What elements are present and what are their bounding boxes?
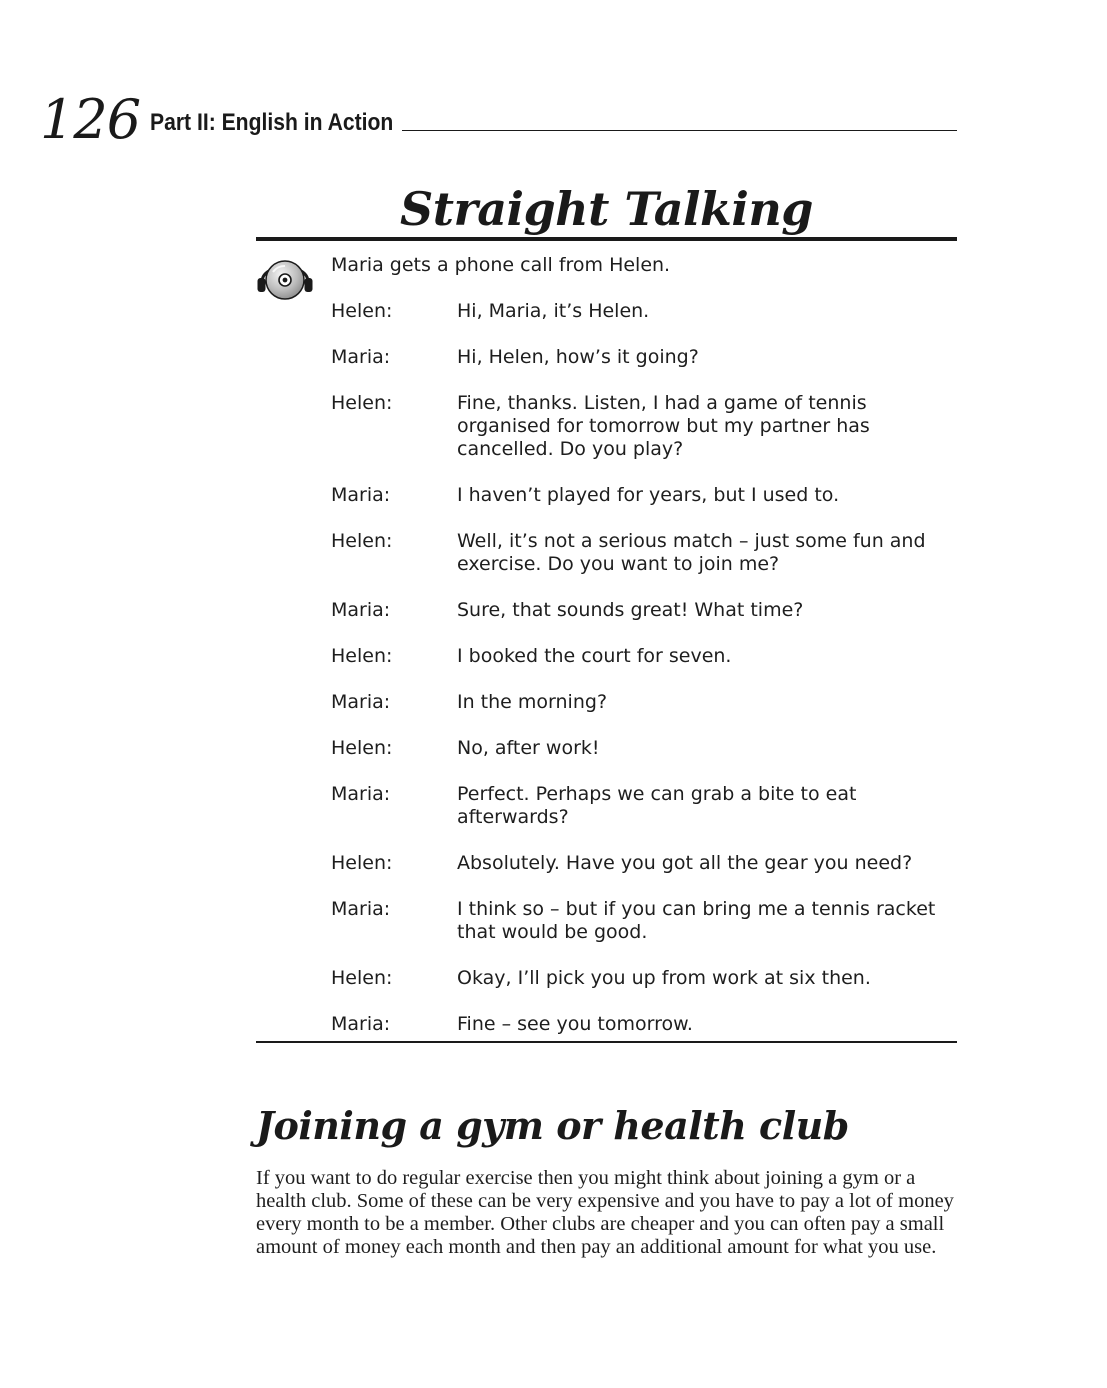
dialogue-line xyxy=(331,737,957,760)
speech-text: Fine, thanks. Listen, I had a game of tennis organised for tomorrow but my partner has cancelled. Do you play? xyxy=(457,392,870,460)
dialogue-intro: Maria gets a phone call from Helen. xyxy=(331,254,671,276)
speaker-name: Helen: xyxy=(331,392,393,414)
cd-headphones-icon xyxy=(256,252,314,304)
dialogue-line xyxy=(331,691,957,714)
dialogue-line xyxy=(331,783,957,829)
straight-talking-bottom-rule xyxy=(256,1041,957,1043)
speaker-name: Maria: xyxy=(331,1013,391,1035)
speech-text: Hi, Maria, it’s Helen. xyxy=(457,300,650,322)
speaker-name: Maria: xyxy=(331,898,391,920)
speaker-name: Maria: xyxy=(331,691,391,713)
speaker-name: Maria: xyxy=(331,346,391,368)
dialogue-line xyxy=(331,1013,957,1036)
page-number: 126 xyxy=(40,88,141,151)
speaker-name: Helen: xyxy=(331,645,393,667)
speech-text: I think so – but if you can bring me a tennis racket that would be good. xyxy=(457,898,936,943)
speech-text: Perfect. Perhaps we can grab a bite to eat afterwards? xyxy=(457,783,857,828)
speech-text: Sure, that sounds great! What time? xyxy=(457,599,804,621)
speaker-name: Helen: xyxy=(331,530,393,552)
speech-text: Hi, Helen, how’s it going? xyxy=(457,346,699,368)
speech-text: I booked the court for seven. xyxy=(457,645,732,667)
speech-text: Well, it’s not a serious match – just some fun and exercise. Do you want to join me? xyxy=(457,530,926,575)
speaker-name: Helen: xyxy=(331,737,393,759)
speaker-name: Helen: xyxy=(331,967,393,989)
speaker-name: Helen: xyxy=(331,852,393,874)
dialogue-line xyxy=(331,484,957,507)
speaker-name: Maria: xyxy=(331,484,391,506)
dialogue-line xyxy=(331,898,957,944)
straight-talking-title: Straight Talking xyxy=(400,182,813,236)
dialogue-line xyxy=(331,346,957,369)
speech-text: No, after work! xyxy=(457,737,600,759)
speaker-name: Maria: xyxy=(331,599,391,621)
speech-text: Okay, I’ll pick you up from work at six then. xyxy=(457,967,871,989)
speech-text: In the morning? xyxy=(457,691,608,713)
body-paragraph: If you want to do regular exercise then you might think about joining a gym or a health club. Some of these can be very expensive and you have to pay a lot of money every month to be a member. Other clubs are cheaper and you can often pay a small amount of money each month and then pay an additional amount for what you use. xyxy=(256,1167,954,1258)
dialogue-line xyxy=(331,599,957,622)
dialogue-line xyxy=(331,967,957,990)
dialogue-line xyxy=(331,392,957,461)
running-head-rule xyxy=(402,130,957,131)
speaker-name: Helen: xyxy=(331,300,393,322)
speaker-name: Maria: xyxy=(331,783,391,805)
speech-text: I haven’t played for years, but I used to. xyxy=(457,484,840,506)
dialogue-line xyxy=(331,530,957,576)
straight-talking-top-rule xyxy=(256,237,957,241)
running-head: Part II: English in Action xyxy=(150,109,394,136)
speech-text: Absolutely. Have you got all the gear you need? xyxy=(457,852,913,874)
dialogue-line xyxy=(331,852,957,875)
dialogue xyxy=(331,300,957,1059)
dialogue-line xyxy=(331,300,957,323)
dialogue-line xyxy=(331,645,957,668)
section-heading: Joining a gym or health club xyxy=(256,1103,849,1148)
speech-text: Fine – see you tomorrow. xyxy=(457,1013,693,1035)
